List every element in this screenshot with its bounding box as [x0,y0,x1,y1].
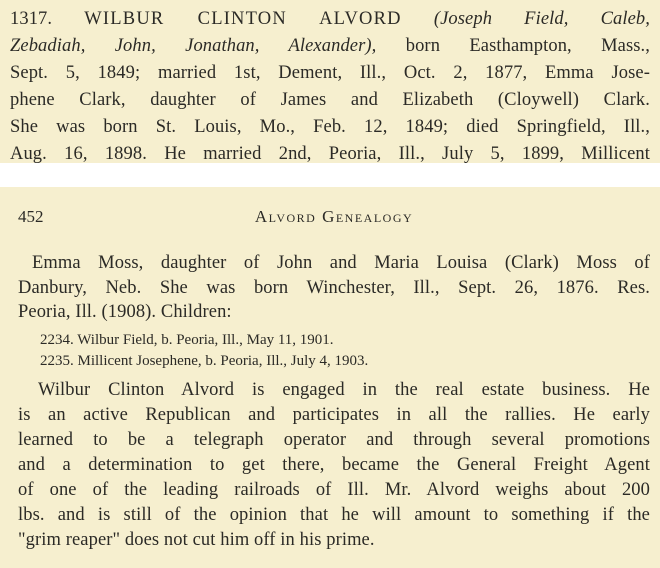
text-line: is an active Republican and participates in all the rallies. He early [18,404,650,425]
text-line: lbs. and is still of the opinion that he will amount to something if the [18,504,650,525]
entry-line [10,33,650,60]
entry-ancestry: (Joseph Field, Caleb, [433,9,650,29]
entry-number: 1317. [10,9,53,29]
biography-paragraph [18,378,650,553]
page-number: 452 [18,207,44,226]
entry-birth: born Easthampton, Mass., [405,36,650,56]
entry-line: Sept. 5, 1849; married 1st, Dement, Ill., Oct. 2, 1877, Emma Jose- [10,63,650,83]
text-line: Emma Moss, daughter of John and Maria Louisa (Clark) Moss of [32,253,650,273]
bottom-excerpt [0,187,660,568]
entry-heading-line [10,6,650,33]
entry-line: Aug. 16, 1898. He married 2nd, Peoria, Ill., July 5, 1899, Millicent [10,144,650,164]
children-list [18,330,650,372]
text-line: learned to be a telegraph operator and through several promotions [18,429,650,450]
text-line: "grim reaper" does not cut him off in his prime. [18,529,375,550]
text-line: Peoria, Ill. (1908). Children: [18,302,232,322]
child-entry: 2234. Wilbur Field, b. Peoria, Ill., May 11, 1901. [40,331,334,348]
text-line: Danbury, Neb. She was born Winchester, Ill., Sept. 26, 1876. Res. [18,277,650,298]
continuation-paragraph [18,251,650,325]
running-head: Alvord Genealogy [254,207,414,226]
page-header [18,201,650,231]
top-excerpt [0,0,660,163]
entry-line: She was born St. Louis, Mo., Feb. 12, 1849; died Springfield, Ill., [10,117,650,137]
text-line: of one of the leading railroads of Ill. Mr. Alvord weighs about 200 [18,479,650,500]
entry-ancestry-cont: Zebadiah, John, Jonathan, Alexander), [10,36,377,56]
entry-line: phene Clark, daughter of James and Elizabeth (Cloywell) Clark. [10,90,650,110]
text-line: and a determination to get there, became the General Freight Agent [18,454,650,475]
child-entry: 2235. Millicent Josephene, b. Peoria, Ill., July 4, 1903. [40,352,369,369]
text-line: Wilbur Clinton Alvord is engaged in the real estate business. He [38,379,650,400]
entry-name: WILBUR CLINTON ALVORD [84,9,402,29]
